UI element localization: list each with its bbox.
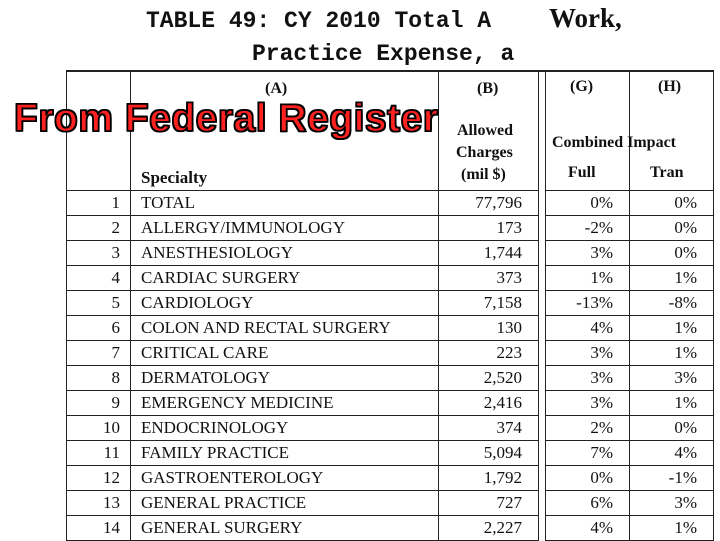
combined-impact-label: Combined Impact — [552, 134, 677, 151]
table-title-line1: TABLE 49: CY 2010 Total A — [146, 8, 492, 34]
specialty-name: ENDOCRINOLOGY — [131, 416, 439, 441]
tran-impact: 4% — [630, 441, 714, 466]
column-gap — [539, 366, 546, 391]
table-row — [67, 291, 714, 316]
table-row — [67, 216, 714, 241]
table-row — [67, 191, 714, 216]
column-gap — [539, 416, 546, 441]
allowed-charges: 173 — [439, 216, 539, 241]
table-row — [67, 441, 714, 466]
allowed-charges: 1,744 — [439, 241, 539, 266]
table-row — [67, 466, 714, 491]
allowed-label-2: Charges — [456, 144, 513, 161]
row-number: 3 — [67, 241, 131, 266]
table-row — [67, 391, 714, 416]
column-gap — [539, 441, 546, 466]
column-gap — [539, 191, 546, 216]
full-impact: -2% — [546, 216, 630, 241]
table-row — [67, 266, 714, 291]
tran-impact: 0% — [630, 416, 714, 441]
col-g-label: (G) — [570, 78, 594, 95]
column-gap — [539, 516, 546, 541]
allowed-charges: 373 — [439, 266, 539, 291]
tran-impact: 0% — [630, 241, 714, 266]
full-impact: 3% — [546, 341, 630, 366]
row-number: 10 — [67, 416, 131, 441]
specialty-name: GASTROENTEROLOGY — [131, 466, 439, 491]
allowed-charges: 374 — [439, 416, 539, 441]
row-number: 6 — [67, 316, 131, 341]
row-number: 7 — [67, 341, 131, 366]
specialty-name: TOTAL — [131, 191, 439, 216]
specialty-name: CARDIOLOGY — [131, 291, 439, 316]
table-row — [67, 316, 714, 341]
allowed-charges: 727 — [439, 491, 539, 516]
row-number: 1 — [67, 191, 131, 216]
row-number: 12 — [67, 466, 131, 491]
tran-impact: 1% — [630, 516, 714, 541]
column-gap — [539, 391, 546, 416]
row-number: 4 — [67, 266, 131, 291]
allowed-charges: 7,158 — [439, 291, 539, 316]
full-impact: 6% — [546, 491, 630, 516]
specialty-name: DERMATOLOGY — [131, 366, 439, 391]
full-label: Full — [568, 164, 596, 181]
column-gap — [539, 341, 546, 366]
allowed-charges: 2,416 — [439, 391, 539, 416]
title-overlay-text: Work, — [549, 3, 622, 33]
allowed-header — [439, 71, 539, 191]
column-gap — [539, 266, 546, 291]
row-number: 14 — [67, 516, 131, 541]
specialty-name: GENERAL PRACTICE — [131, 491, 439, 516]
specialty-name: CARDIAC SURGERY — [131, 266, 439, 291]
tran-impact: 1% — [630, 316, 714, 341]
from-federal-register-banner: From Federal Register — [14, 97, 439, 140]
specialty-name: COLON AND RECTAL SURGERY — [131, 316, 439, 341]
col-h-label: (H) — [658, 78, 682, 95]
full-impact: 3% — [546, 241, 630, 266]
tran-impact: -1% — [630, 466, 714, 491]
tran-impact: 1% — [630, 266, 714, 291]
full-impact: 0% — [546, 466, 630, 491]
full-impact: 4% — [546, 316, 630, 341]
tran-impact: 3% — [630, 366, 714, 391]
row-number: 9 — [67, 391, 131, 416]
table-row — [67, 366, 714, 391]
specialty-name: CRITICAL CARE — [131, 341, 439, 366]
allowed-charges: 130 — [439, 316, 539, 341]
tran-impact: 0% — [630, 216, 714, 241]
specialty-name: GENERAL SURGERY — [131, 516, 439, 541]
allowed-charges: 5,094 — [439, 441, 539, 466]
allowed-charges: 77,796 — [439, 191, 539, 216]
tran-impact: 3% — [630, 491, 714, 516]
column-gap — [539, 291, 546, 316]
full-impact: 2% — [546, 416, 630, 441]
row-number: 2 — [67, 216, 131, 241]
full-impact: -13% — [546, 291, 630, 316]
allowed-label-1: Allowed — [457, 122, 513, 139]
column-gap — [539, 241, 546, 266]
table-row — [67, 341, 714, 366]
column-gap — [539, 316, 546, 341]
allowed-label-3: (mil $) — [461, 166, 506, 183]
specialty-name: EMERGENCY MEDICINE — [131, 391, 439, 416]
column-gap — [539, 466, 546, 491]
row-number: 8 — [67, 366, 131, 391]
full-impact: 4% — [546, 516, 630, 541]
tran-impact: -8% — [630, 291, 714, 316]
full-impact: 0% — [546, 191, 630, 216]
specialty-name: FAMILY PRACTICE — [131, 441, 439, 466]
row-number: 13 — [67, 491, 131, 516]
specialty-name: ANESTHESIOLOGY — [131, 241, 439, 266]
col-b-label: (B) — [477, 80, 499, 97]
tran-header — [630, 71, 714, 191]
allowed-charges: 223 — [439, 341, 539, 366]
allowed-charges: 2,520 — [439, 366, 539, 391]
column-gap — [539, 491, 546, 516]
table-row — [67, 416, 714, 441]
full-impact: 3% — [546, 391, 630, 416]
row-number: 11 — [67, 441, 131, 466]
tran-label: Tran — [650, 164, 684, 181]
column-gap — [539, 71, 546, 191]
row-number: 5 — [67, 291, 131, 316]
table-row — [67, 241, 714, 266]
table-title-line2: Practice Expense, a — [252, 41, 515, 67]
allowed-charges: 1,792 — [439, 466, 539, 491]
table-row — [67, 516, 714, 541]
table-row — [67, 491, 714, 516]
specialty-label: Specialty — [141, 168, 208, 187]
tran-impact: 1% — [630, 341, 714, 366]
specialty-name: ALLERGY/IMMUNOLOGY — [131, 216, 439, 241]
full-impact: 3% — [546, 366, 630, 391]
tran-impact: 0% — [630, 191, 714, 216]
full-impact: 1% — [546, 266, 630, 291]
col-a-label: (A) — [265, 80, 288, 97]
allowed-charges: 2,227 — [439, 516, 539, 541]
tran-impact: 1% — [630, 391, 714, 416]
full-impact: 7% — [546, 441, 630, 466]
column-gap — [539, 216, 546, 241]
